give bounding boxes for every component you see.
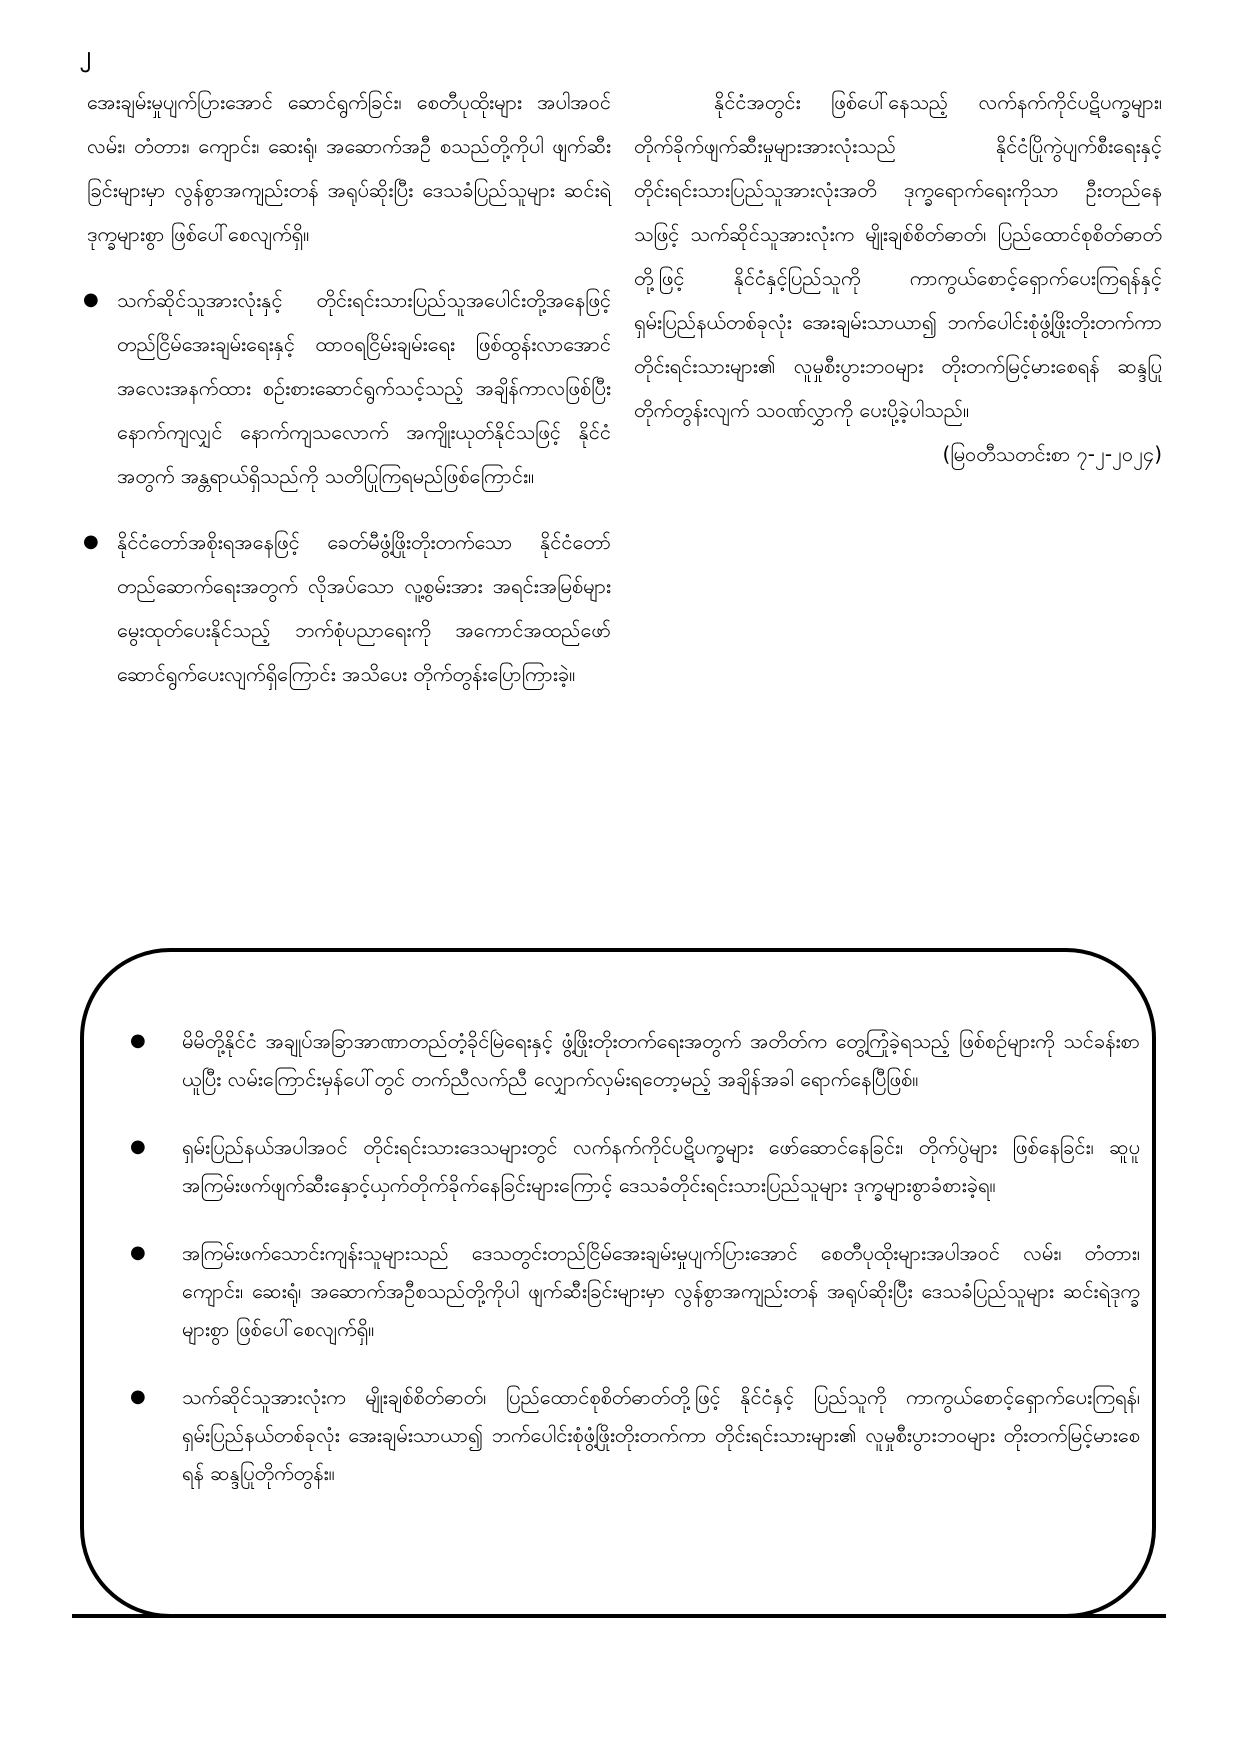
- summary-bullet-item: ● ရှမ်းပြည်နယ်အပါအဝင် တိုင်းရင်းသားဒေသများတွင် လက်နက်ကိုင်ပဋိပက္ခများ ဖော်ဆောင်နေခြင်း၊ တိုက်ပွဲများ ဖြစ်နေခြင်း၊ ဆူပူအကြမ်းဖက်ဖျက်ဆီးနှောင့်ယှက်တိုက်ခိုက်နေခြင်းများကြောင့် ဒေသခံတိုင်းရင်းသားပြည်သူများ ဒုက္ခများစွာခံစားခဲ့ရ။: [130, 1128, 1140, 1204]
- right-paragraph: နိုင်ငံအတွင်း ဖြစ်ပေါ်နေသည့် လက်နက်ကိုင်ပဋိပက္ခများ၊ တိုက်ခိုက်ဖျက်ဆီးမှုများအားလုံးသည် နိုင်ငံပြိုကွဲပျက်စီးရေးနှင့် တိုင်းရင်းသားပြည်သူအားလုံးအတိ ဒုက္ခရောက်ရေးကိုသာ ဦးတည်နေသဖြင့် သက်ဆိုင်သူအားလုံးက မျိုးချစ်စိတ်ဓာတ်၊ ပြည်ထောင်စုစိတ်ဓာတ်တို့ဖြင့် နိုင်ငံနှင့်ပြည်သူကို ကာကွယ်စောင့်ရှောက်ပေးကြရန်နှင့် ရှမ်းပြည်နယ်တစ်ခုလုံး အေးချမ်းသာယာ၍ ဘက်ပေါင်းစုံဖွံ့ဖြိုးတိုးတက်ကာ တိုင်းရင်းသားများ၏ လူမှုစီးပွားဘဝများ တိုးတက်မြင့်မားစေရန် ဆန္ဒပြုတိုက်တွန်းလျက် သဝဏ်လွှာကို ပေးပို့ခဲ့ပါသည်။: [634, 90, 1162, 422]
- source-citation: (မြဝတီသတင်းစာ ၇-၂-၂၀၂၄): [942, 442, 1162, 466]
- bottom-rule: [72, 1614, 1166, 1618]
- left-bullet-item: ● နိုင်ငံတော်အစိုးရအနေဖြင့် ခေတ်မီဖွံ့ဖြိုးတိုးတက်သော နိုင်ငံတော်တည်ဆောက်ရေးအတွက် လိုအပ်သော လူ့စွမ်းအား အရင်းအမြစ်များ မွေးထုတ်ပေးနိုင်သည့် ဘက်စုံပညာရေးကို အကောင်အထည်ဖော် ဆောင်ရွက်ပေးလျက်ရှိကြောင်း အသိပေး တိုက်တွန်းပြောကြားခဲ့။: [87, 520, 611, 696]
- left-continuation-paragraph: အေးချမ်းမှုပျက်ပြားအောင် ဆောင်ရွက်ခြင်း၊ စေတီပုထိုးများ အပါအဝင် လမ်း၊ တံတား၊ ကျောင်း၊ ဆေးရုံ၊ အဆောက်အဦ စသည်တို့ကိုပါ ဖျက်ဆီးခြင်းများမှာ လွန်စွာအကျည်းတန် အရုပ်ဆိုးပြီး ဒေသခံပြည်သူများ ဆင်းရဲဒုက္ခများစွာ ဖြစ်ပေါ်စေလျက်ရှိ။: [87, 90, 611, 246]
- page-number: ၂: [80, 43, 91, 68]
- summary-bullet-item: ● သက်ဆိုင်သူအားလုံးက မျိုးချစ်စိတ်ဓာတ်၊ ပြည်ထောင်စုစိတ်ဓာတ်တို့ဖြင့် နိုင်ငံနှင့် ပြည်သူကို ကာကွယ်စောင့်ရှောက်ပေးကြရန်၊ ရှမ်းပြည်နယ်တစ်ခုလုံး အေးချမ်းသာယာ၍ ဘက်ပေါင်းစုံဖွံ့ဖြိုးတိုးတက်ကာ တိုင်းရင်းသားများ၏ လူမှုစီးပွားဘဝများ တိုးတက်မြင့်မားစေရန် ဆန္ဒပြုတိုက်တွန်း။: [130, 1378, 1140, 1492]
- left-column: [87, 80, 611, 696]
- right-column: [634, 80, 1162, 476]
- summary-bullet-item: ● အကြမ်းဖက်သောင်းကျန်းသူများသည် ဒေသတွင်းတည်ငြိမ်အေးချမ်းမှုပျက်ပြားအောင် စေတီပုထိုးများအပါအဝင် လမ်း၊ တံတား၊ ကျောင်း၊ ဆေးရုံ၊ အဆောက်အဦစသည်တို့ကိုပါ ဖျက်ဆီးခြင်းများမှာ လွန်စွာအကျည်းတန် အရုပ်ဆိုးပြီး ဒေသခံပြည်သူများ ဆင်းရဲဒုက္ခများစွာ ဖြစ်ပေါ်စေလျက်ရှိ။: [130, 1234, 1140, 1348]
- summary-list: [130, 1002, 1140, 1522]
- left-bullet-item: ● သက်ဆိုင်သူအားလုံးနှင့် တိုင်းရင်းသားပြည်သူအပေါင်းတို့အနေဖြင့် တည်ငြိမ်အေးချမ်းရေးနှင့် ထာဝရငြိမ်းချမ်းရေး ဖြစ်ထွန်းလာအောင် အလေးအနက်ထား စဉ်းစားဆောင်ရွက်သင့်သည့် အချိန်ကာလဖြစ်ပြီး နောက်ကျလျှင် နောက်ကျသလောက် အကျိုးယုတ်နိုင်သဖြင့် နိုင်ငံအတွက် အန္တရာယ်ရှိသည်ကို သတိပြုကြရမည်ဖြစ်ကြောင်း။: [87, 278, 611, 498]
- summary-bullet-item: ● မိမိတို့နိုင်ငံ အချုပ်အခြာအာဏာတည်တံ့ခိုင်မြဲရေးနှင့် ဖွံ့ဖြိုးတိုးတက်ရေးအတွက် အတိတ်က တွေ့ကြုံခဲ့ရသည့် ဖြစ်စဉ်များကို သင်ခန်းစာယူပြီး လမ်းကြောင်းမှန်ပေါ်တွင် တက်ညီလက်ညီ လျှောက်လှမ်းရတော့မည့် အချိန်အခါ ရောက်နေပြီဖြစ်။: [130, 1022, 1140, 1098]
